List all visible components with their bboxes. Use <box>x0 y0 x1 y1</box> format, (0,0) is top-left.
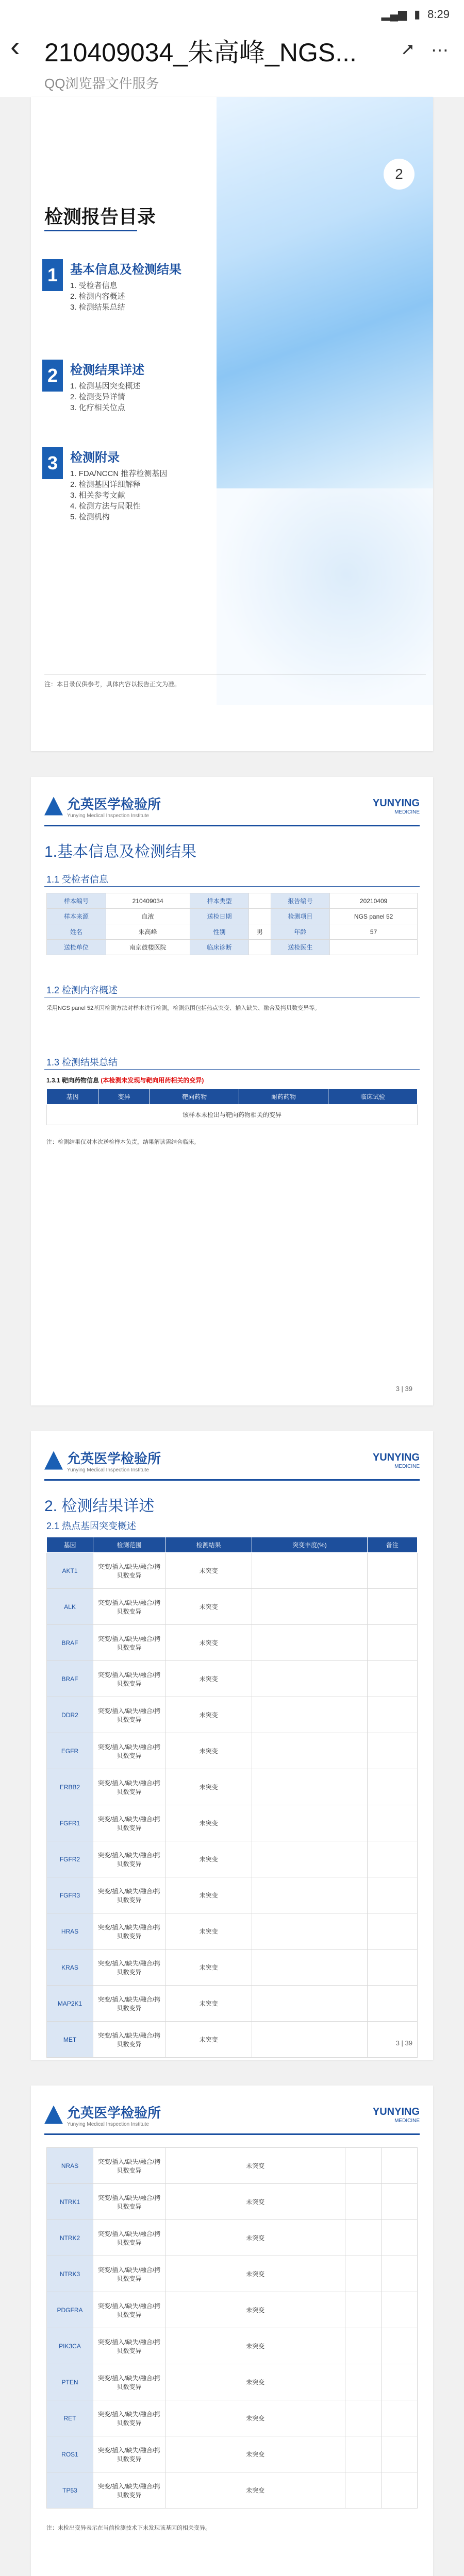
detection-scope: 突变/插入/缺失/融合/拷贝数变异 <box>93 1625 165 1661</box>
gene-name: PIK3CA <box>47 2328 93 2364</box>
mutation-abundance <box>252 1733 367 1769</box>
detection-result: 未突变 <box>165 2328 345 2364</box>
detection-result: 未突变 <box>165 2184 345 2220</box>
remark <box>382 2364 418 2400</box>
gene-name: ALK <box>47 1589 93 1625</box>
partner-brand: YUNYING MEDICINE <box>372 797 420 815</box>
page-basic-info <box>31 777 433 1405</box>
table-row <box>47 1661 418 1697</box>
table-row <box>47 2184 418 2220</box>
table-cell: 临床诊断 <box>190 940 249 955</box>
lab-name-en: Yunying Medical Inspection Institute <box>67 812 149 819</box>
gene-name: PTEN <box>47 2364 93 2400</box>
mutation-abundance <box>252 1769 367 1805</box>
detection-scope: 突变/插入/缺失/融合/拷贝数变异 <box>93 2436 165 2472</box>
gene-name: AKT1 <box>47 1553 93 1589</box>
table-row <box>47 893 418 909</box>
section-title: 2. 检测结果详述 <box>44 1498 155 1515</box>
remark <box>382 2472 418 2509</box>
mutation-abundance <box>252 1805 367 1841</box>
table-header: 检测范围 <box>93 1537 165 1553</box>
gene-name: BRAF <box>47 1661 93 1697</box>
detection-result: 未突变 <box>165 2472 345 2509</box>
table-cell <box>249 893 271 909</box>
table-row <box>47 909 418 924</box>
signal-icon: ▂▄▆ <box>381 8 407 21</box>
table-row <box>47 2472 418 2509</box>
mutation-abundance <box>345 2184 382 2220</box>
mutation-abundance <box>252 1913 367 1950</box>
document-title: 210409034_朱高峰_NGS... <box>44 38 357 67</box>
page-cover <box>31 97 433 751</box>
toc-divider <box>44 230 137 231</box>
table-row <box>47 1697 418 1733</box>
subsection-label <box>46 1076 418 1085</box>
table-row <box>47 1733 418 1769</box>
lab-text <box>67 2103 161 2127</box>
toc-section-body <box>63 259 181 313</box>
detection-result: 未突变 <box>165 2022 252 2058</box>
remark <box>382 2436 418 2472</box>
remark <box>382 2184 418 2220</box>
detection-scope: 突变/插入/缺失/融合/拷贝数变异 <box>93 1877 165 1913</box>
toc-item[interactable]: 3. 相关参考文献 <box>70 491 125 500</box>
table-cell: 20210409 <box>330 893 418 909</box>
table-row <box>47 2256 418 2292</box>
lab-text <box>67 1448 161 1473</box>
table-row <box>47 2400 418 2436</box>
subsection-title: 1.1 受检者信息 <box>46 874 109 885</box>
mutation-abundance <box>345 2472 382 2509</box>
detection-result: 未突变 <box>165 1661 252 1697</box>
status-icons <box>382 8 450 21</box>
detection-scope: 突变/插入/缺失/融合/拷贝数变异 <box>93 2472 165 2509</box>
table-cell: 57 <box>330 924 418 940</box>
remark <box>367 1877 417 1913</box>
mutation-abundance <box>252 1553 367 1589</box>
table-empty-text: 该样本未检出与靶向药物相关的变异 <box>47 1105 418 1125</box>
cover-hero-image <box>217 97 433 488</box>
table-cell <box>249 940 271 955</box>
toc-section-body <box>63 447 167 522</box>
table-cell: 样本来源 <box>47 909 106 924</box>
mutation-abundance <box>252 1841 367 1877</box>
detection-result: 未突变 <box>165 1589 252 1625</box>
title-block <box>41 32 454 92</box>
table-cell: 送检医生 <box>271 940 330 955</box>
table-header: 备注 <box>367 1537 417 1553</box>
subsection-title: 1.2 检测内容概述 <box>46 985 118 995</box>
subsection-title: 1.3 检测结果总结 <box>46 1057 118 1067</box>
remark <box>367 1986 417 2022</box>
gene-name: TP53 <box>47 2472 93 2509</box>
table-cell: 检测项目 <box>271 909 330 924</box>
table-row <box>47 940 418 955</box>
detection-scope: 突变/插入/缺失/融合/拷贝数变异 <box>93 1986 165 2022</box>
toc-item[interactable]: 1. 检测基因突变概述 <box>70 382 141 391</box>
gene-name: FGFR1 <box>47 1805 93 1841</box>
table-row <box>47 1805 418 1841</box>
gene-name: KRAS <box>47 1950 93 1986</box>
lab-brand <box>44 2103 161 2127</box>
detection-result: 未突变 <box>165 1986 252 2022</box>
lab-name: 允英医学检验所 <box>67 1450 161 1466</box>
table-cell: 年龄 <box>271 924 330 940</box>
lab-name: 允英医学检验所 <box>67 796 161 812</box>
mutation-abundance <box>252 1625 367 1661</box>
gene-name: NRAS <box>47 2148 93 2184</box>
table-header: 基因 <box>47 1089 98 1105</box>
toc-item[interactable]: 2. 检测变异详情 <box>70 393 125 401</box>
lab-name-en: Yunying Medical Inspection Institute <box>67 1467 149 1473</box>
remark <box>382 2400 418 2436</box>
partner-brand: YUNYING MEDICINE <box>372 1451 420 1469</box>
detection-scope: 突变/插入/缺失/融合/拷贝数变异 <box>93 2256 165 2292</box>
detection-result: 未突变 <box>165 1769 252 1805</box>
table-row <box>47 2220 418 2256</box>
remark <box>382 2148 418 2184</box>
remark <box>382 2292 418 2328</box>
lab-name: 允英医学检验所 <box>67 2105 161 2121</box>
mutation-abundance <box>252 1877 367 1913</box>
detection-result: 未突变 <box>165 1913 252 1950</box>
subsection-title: 2.1 热点基因突变概述 <box>46 1521 137 1531</box>
detection-result: 未突变 <box>165 2364 345 2400</box>
table-row <box>47 1769 418 1805</box>
detection-result: 未突变 <box>165 2292 345 2328</box>
table-cell: 性别 <box>190 924 249 940</box>
toc-section-heading: 检测附录 <box>70 451 120 465</box>
partner-brand: YUNYING MEDICINE <box>372 2106 420 2124</box>
toc-section-body <box>63 360 144 413</box>
lab-name-en: Yunying Medical Inspection Institute <box>67 2121 149 2127</box>
detection-scope: 突变/插入/缺失/融合/拷贝数变异 <box>93 1769 165 1805</box>
toc-item[interactable]: 3. 化疗相关位点 <box>70 403 125 412</box>
status-bar <box>0 0 464 29</box>
table-row <box>47 1986 418 2022</box>
mutation-abundance <box>252 1950 367 1986</box>
gene-name: EGFR <box>47 1733 93 1769</box>
mutation-abundance <box>252 1697 367 1733</box>
table-row <box>47 2148 418 2184</box>
gene-name: NTRK3 <box>47 2256 93 2292</box>
battery-icon: ▮ <box>414 8 421 21</box>
table-cell: 报告编号 <box>271 893 330 909</box>
remark <box>367 1589 417 1625</box>
table-header: 靶向药物 <box>150 1089 239 1105</box>
toc-item[interactable]: 1. FDA/NCCN 推荐检测基因 <box>70 469 168 478</box>
table-header: 变异 <box>98 1089 150 1105</box>
gene-name: ERBB2 <box>47 1769 93 1805</box>
patient-info-table <box>46 893 418 955</box>
partner-brand-sub: MEDICINE <box>394 1463 420 1469</box>
table-cell: 样本编号 <box>47 893 106 909</box>
table-row <box>47 2022 418 2058</box>
hotspot-table-cont <box>46 2147 418 2509</box>
table-cell <box>249 909 271 924</box>
table-row <box>47 2364 418 2400</box>
target-drug-heading: 1.3.1 靶向药物信息 <box>46 1077 100 1084</box>
target-drug-note: (本检测未发现与靶向用药相关的变异) <box>101 1077 204 1084</box>
lab-logo-icon <box>44 797 63 816</box>
detection-scope: 突变/插入/缺失/融合/拷贝数变异 <box>93 2022 165 2058</box>
table-header: 检测结果 <box>165 1537 252 1553</box>
remark <box>382 2328 418 2364</box>
remark <box>367 1950 417 1986</box>
detection-scope: 突变/插入/缺失/融合/拷贝数变异 <box>93 1913 165 1950</box>
remark <box>367 1661 417 1697</box>
remark <box>367 1841 417 1877</box>
detection-scope: 突变/插入/缺失/融合/拷贝数变异 <box>93 2220 165 2256</box>
mutation-abundance <box>345 2220 382 2256</box>
divider <box>44 1069 420 1070</box>
document-viewer[interactable] <box>0 97 464 2576</box>
toc-section[interactable] <box>42 360 144 413</box>
more-icon[interactable]: ⋯ <box>431 41 449 60</box>
detection-scope: 突变/插入/缺失/融合/拷贝数变异 <box>93 1661 165 1697</box>
table-row <box>47 2292 418 2328</box>
gene-name: HRAS <box>47 1913 93 1950</box>
detection-scope: 突变/插入/缺失/融合/拷贝数变异 <box>93 1553 165 1589</box>
table-cell: 姓名 <box>47 924 106 940</box>
table-cell: 朱高峰 <box>106 924 190 940</box>
table-note: 注：未检出变异表示在当前检测技术下未发现该基因的相关变异。 <box>46 2525 211 2531</box>
toc-item[interactable]: 2. 检测基因详细解释 <box>70 480 141 489</box>
toc-item[interactable]: 1. 受检者信息 <box>70 281 118 290</box>
cover-molecule-image <box>217 488 433 705</box>
detection-result: 未突变 <box>165 1877 252 1913</box>
detection-result: 未突变 <box>165 2148 345 2184</box>
table-row <box>47 1913 418 1950</box>
document-source: QQ浏览器文件服务 <box>44 76 159 91</box>
target-drug-table <box>46 1089 418 1125</box>
table-cell <box>330 940 418 955</box>
clock-text: 8:29 <box>427 8 450 21</box>
page-hotspot-summary <box>31 1431 433 2060</box>
remark <box>367 1733 417 1769</box>
table-row <box>47 924 418 940</box>
toc-item[interactable]: 2. 检测内容概述 <box>70 292 125 301</box>
mutation-abundance <box>252 1589 367 1625</box>
table-row <box>47 1553 418 1589</box>
gene-name: MAP2K1 <box>47 1986 93 2022</box>
lab-brand <box>44 794 161 819</box>
remark <box>382 2256 418 2292</box>
mutation-abundance <box>345 2364 382 2400</box>
gene-name: NTRK1 <box>47 2184 93 2220</box>
gene-name: FGFR2 <box>47 1841 93 1877</box>
lab-text <box>67 794 161 819</box>
detection-scope: 突变/插入/缺失/融合/拷贝数变异 <box>93 1841 165 1877</box>
lab-brand <box>44 1448 161 1473</box>
detection-result: 未突变 <box>165 1697 252 1733</box>
detection-scope: 突变/插入/缺失/融合/拷贝数变异 <box>93 1950 165 1986</box>
divider <box>44 886 420 887</box>
detection-scope: 突变/插入/缺失/融合/拷贝数变异 <box>93 1697 165 1733</box>
table-header: 耐药药物 <box>239 1089 328 1105</box>
table-row <box>47 1625 418 1661</box>
hotspot-table <box>46 1537 418 2058</box>
detection-result: 未突变 <box>165 2400 345 2436</box>
lab-header <box>44 2096 420 2135</box>
table-cell: 送检日期 <box>190 909 249 924</box>
share-icon[interactable]: ⭧ <box>402 40 413 60</box>
cover-footer: 注：本目录仅供参考，具体内容以报告正文为准。 <box>44 674 426 688</box>
detection-result: 未突变 <box>165 1950 252 1986</box>
app-header <box>0 29 464 96</box>
mutation-abundance <box>252 1986 367 2022</box>
remark <box>367 1625 417 1661</box>
mutation-abundance <box>252 2022 367 2058</box>
table-cell: 送检单位 <box>47 940 106 955</box>
table-row <box>47 1950 418 1986</box>
table-cell: 样本类型 <box>190 893 249 909</box>
toc-section[interactable] <box>42 259 181 313</box>
back-icon[interactable]: ‹ <box>10 30 20 62</box>
toc-section-number: 2 <box>42 360 63 392</box>
table-row <box>47 2436 418 2472</box>
lab-logo-icon <box>44 1451 63 1470</box>
remark <box>367 1553 417 1589</box>
toc-section[interactable] <box>42 447 167 522</box>
table-cell: 血液 <box>106 909 190 924</box>
detection-scope: 突变/插入/缺失/融合/拷贝数变异 <box>93 2184 165 2220</box>
toc-section-number: 1 <box>42 259 63 291</box>
toc-item[interactable]: 4. 检测方法与局限性 <box>70 502 141 511</box>
table-row <box>47 2328 418 2364</box>
detection-scope: 突变/插入/缺失/融合/拷贝数变异 <box>93 2364 165 2400</box>
mutation-abundance <box>252 1661 367 1697</box>
detection-scope: 突变/插入/缺失/融合/拷贝数变异 <box>93 2400 165 2436</box>
detection-scope: 突变/插入/缺失/融合/拷贝数变异 <box>93 2328 165 2364</box>
gene-name: RET <box>47 2400 93 2436</box>
toc-section-number: 3 <box>42 447 63 479</box>
detection-result: 未突变 <box>165 1841 252 1877</box>
mutation-abundance <box>345 2400 382 2436</box>
table-cell: 男 <box>249 924 271 940</box>
detection-result: 未突变 <box>165 1733 252 1769</box>
table-header-row <box>47 1537 418 1553</box>
table-header: 突变丰度(%) <box>252 1537 367 1553</box>
toc-section-heading: 检测结果详述 <box>70 363 144 377</box>
detection-result: 未突变 <box>165 2220 345 2256</box>
remark <box>382 2220 418 2256</box>
lab-header <box>44 1442 420 1481</box>
table-cell: 南京鼓楼医院 <box>106 940 190 955</box>
table-row <box>47 1877 418 1913</box>
detection-result: 未突变 <box>165 1805 252 1841</box>
gene-name: NTRK2 <box>47 2220 93 2256</box>
gene-name: ROS1 <box>47 2436 93 2472</box>
cover-page-number: 2 <box>384 159 415 190</box>
table-row <box>47 1841 418 1877</box>
notes-text: 注：检测结果仅对本次送检样本负责，结果解读需结合临床。 <box>46 1139 200 1145</box>
toc-section-heading: 基本信息及检测结果 <box>70 263 181 277</box>
detection-result: 未突变 <box>165 1553 252 1589</box>
remark <box>367 1769 417 1805</box>
mutation-abundance <box>345 2436 382 2472</box>
detection-scope: 突变/插入/缺失/融合/拷贝数变异 <box>93 2148 165 2184</box>
table-cell: NGS panel 52 <box>330 909 418 924</box>
remark <box>367 1805 417 1841</box>
lab-logo-icon <box>44 2106 63 2124</box>
remark <box>367 1913 417 1950</box>
lab-header <box>44 787 420 826</box>
detection-result: 未突变 <box>165 2256 345 2292</box>
mutation-abundance <box>345 2148 382 2184</box>
detection-scope: 突变/插入/缺失/融合/拷贝数变异 <box>93 1733 165 1769</box>
section-title: 1.基本信息及检测结果 <box>44 843 197 860</box>
overview-text: 采用NGS panel 52基因检测方法对样本进行检测，检测范围包括热点突变、插入缺失、融合及拷贝数变异等。 <box>46 1005 321 1011</box>
gene-name: MET <box>47 2022 93 2058</box>
partner-brand-sub: MEDICINE <box>394 2117 420 2124</box>
table-header: 基因 <box>47 1537 93 1553</box>
gene-name: PDGFRA <box>47 2292 93 2328</box>
toc-item[interactable]: 5. 检测机构 <box>70 513 110 521</box>
page-footer: 3 | 39 <box>395 1385 412 1393</box>
toc-title: 检测报告目录 <box>44 206 156 227</box>
page-footer: 3 | 39 <box>395 2039 412 2047</box>
table-row <box>47 1589 418 1625</box>
page-hotspot-summary-cont <box>31 2086 433 2576</box>
remark <box>367 1697 417 1733</box>
detection-scope: 突变/插入/缺失/融合/拷贝数变异 <box>93 1805 165 1841</box>
table-header: 临床试验 <box>328 1089 418 1105</box>
partner-brand-sub: MEDICINE <box>394 809 420 815</box>
gene-name: BRAF <box>47 1625 93 1661</box>
mutation-abundance <box>345 2292 382 2328</box>
gene-name: DDR2 <box>47 1697 93 1733</box>
detection-result: 未突变 <box>165 2436 345 2472</box>
mutation-abundance <box>345 2256 382 2292</box>
header-actions <box>402 40 449 61</box>
detection-scope: 突变/插入/缺失/融合/拷贝数变异 <box>93 1589 165 1625</box>
detection-scope: 突变/插入/缺失/融合/拷贝数变异 <box>93 2292 165 2328</box>
mutation-abundance <box>345 2328 382 2364</box>
detection-result: 未突变 <box>165 1625 252 1661</box>
gene-name: FGFR3 <box>47 1877 93 1913</box>
table-cell: 210409034 <box>106 893 190 909</box>
toc-item[interactable]: 3. 检测结果总结 <box>70 303 125 312</box>
